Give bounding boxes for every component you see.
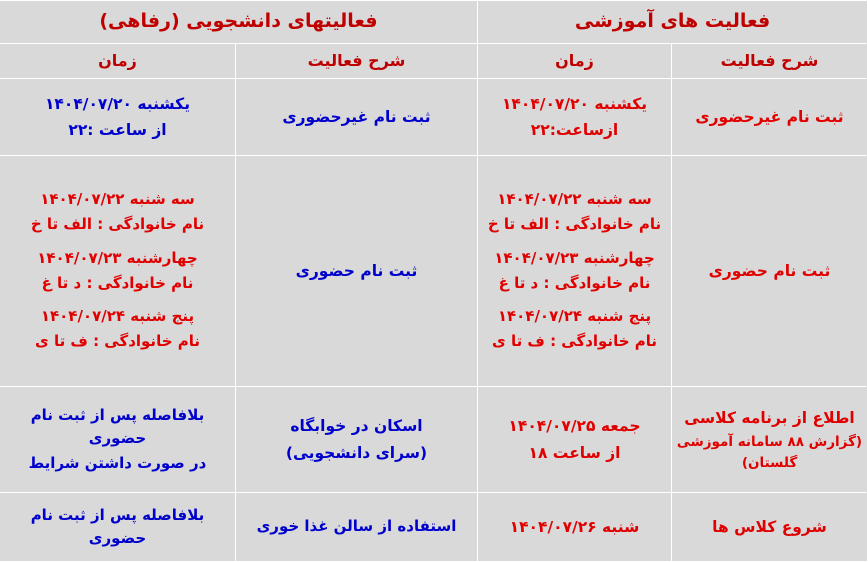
table-row — [0, 79, 868, 156]
header-right-time: زمان — [477, 44, 671, 79]
row1-left-time-line1: یکشنبه ۱۴۰۴/۰۷/۲۰ — [44, 94, 191, 113]
row2-left-time-gap2 — [4, 296, 231, 304]
row1-left-activity: ثبت نام غیرحضوری — [235, 79, 477, 156]
table-row — [0, 492, 868, 561]
row3-left-activity-line1: اسکان در خوابگاه — [290, 417, 423, 436]
row3-right-activity-line2: (گزارش ۸۸ سامانه آموزشی گلستان) — [676, 433, 863, 471]
row3-left-time-line2: در صورت داشتن شرایط — [28, 454, 207, 473]
row2-right-time-line6: نام خانوادگی : ف تا ی — [491, 332, 657, 351]
row2-right-time-gap2 — [482, 296, 667, 304]
row2-left-activity: ثبت نام حضوری — [235, 155, 477, 387]
row2-right-time — [477, 155, 671, 387]
row2-left-time-line1: سه شنبه ۱۴۰۴/۰۷/۲۲ — [40, 190, 195, 209]
row3-left-time — [0, 387, 235, 493]
header-group-educational: فعالیت های آموزشی — [477, 1, 867, 44]
row1-right-time-line1: یکشنبه ۱۴۰۴/۰۷/۲۰ — [501, 94, 648, 113]
row2-left-time-line4: نام خانوادگی : د تا غ — [41, 273, 194, 292]
row2-left-time-line2: نام خانوادگی : الف تا خ — [30, 215, 205, 234]
row2-right-time-line2: نام خانوادگی : الف تا خ — [487, 215, 662, 234]
table-row — [0, 387, 868, 493]
row1-right-time-line2: ازساعت:۲۲ — [530, 120, 619, 139]
row2-right-time-line4: نام خانوادگی : د تا غ — [498, 273, 651, 292]
header-left-time: زمان — [0, 44, 235, 79]
row1-left-time-line2: از ساعت :۲۲ — [68, 120, 167, 139]
header-right-activity: شرح فعالیت — [672, 44, 868, 79]
row2-left-time-line5: پنج شنبه ۱۴۰۴/۰۷/۲۴ — [40, 307, 195, 326]
row3-right-time-line2: از ساعت ۱۸ — [528, 443, 621, 462]
row4-left-activity: استفاده از سالن غذا خوری — [235, 492, 477, 561]
row2-left-time-line3: چهارشنبه ۱۴۰۴/۰۷/۲۳ — [37, 248, 198, 267]
row3-right-activity — [672, 387, 868, 493]
header-group-student-welfare: فعالیتهای دانشجویی (رفاهی) — [0, 1, 477, 44]
row3-right-activity-line1: اطلاع از برنامه کلاسی — [684, 408, 855, 427]
table-row — [0, 155, 868, 387]
row1-left-time — [0, 79, 235, 156]
row4-left-time: بلافاصله پس از ثبت نام حضوری — [0, 492, 235, 561]
row2-right-time-gap1 — [482, 238, 667, 246]
row2-right-time-line5: پنج شنبه ۱۴۰۴/۰۷/۲۴ — [497, 307, 652, 326]
row3-right-time-line1: جمعه ۱۴۰۴/۰۷/۲۵ — [508, 417, 641, 436]
row3-left-activity-line2: (سرای دانشجویی) — [285, 443, 428, 462]
row4-right-activity: شروع کلاس ها — [672, 492, 868, 561]
table-header-group-row — [0, 1, 868, 44]
row2-right-activity: ثبت نام حضوری — [672, 155, 868, 387]
row2-left-time — [0, 155, 235, 387]
row1-right-activity: ثبت نام غیرحضوری — [672, 79, 868, 156]
row3-left-activity — [235, 387, 477, 493]
row2-right-time-line1: سه شنبه ۱۴۰۴/۰۷/۲۲ — [497, 190, 652, 209]
row4-right-time: شنبه ۱۴۰۴/۰۷/۲۶ — [477, 492, 671, 561]
row2-right-time-line3: چهارشنبه ۱۴۰۴/۰۷/۲۳ — [494, 248, 655, 267]
row3-right-time — [477, 387, 671, 493]
row3-left-time-line1: بلافاصله پس از ثبت نام حضوری — [30, 405, 205, 447]
table-header-sub-row — [0, 44, 868, 79]
row2-left-time-gap1 — [4, 238, 231, 246]
row2-left-time-line6: نام خانوادگی : ف تا ی — [34, 332, 200, 351]
header-left-activity: شرح فعالیت — [235, 44, 477, 79]
row1-right-time — [477, 79, 671, 156]
